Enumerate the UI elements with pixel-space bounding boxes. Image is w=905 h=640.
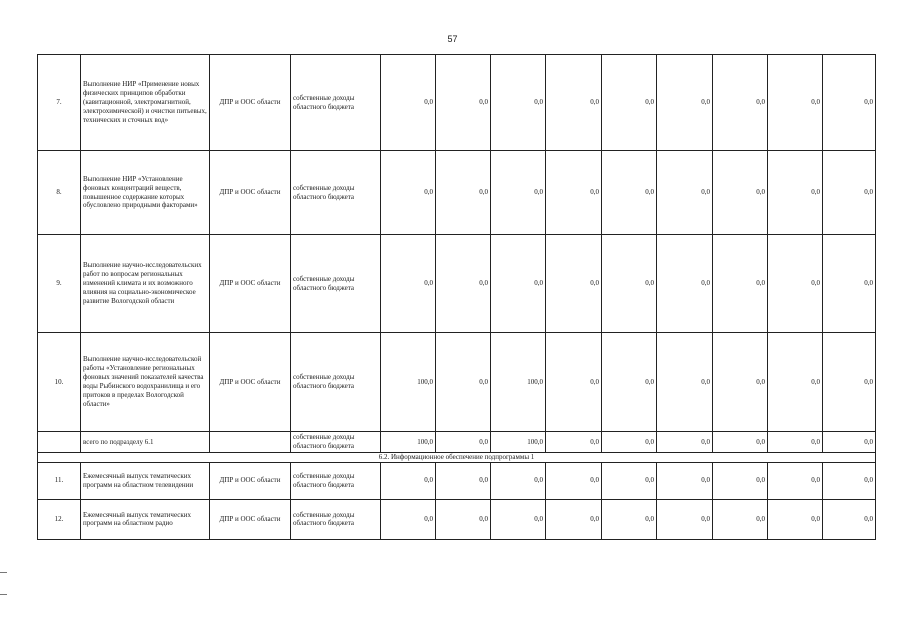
value-cell: 0,0 (768, 55, 823, 151)
executor-cell: ДПР и ООС области (210, 333, 291, 432)
measure-name: Ежемесячный выпуск тематических программ на областном радио (81, 499, 210, 539)
subtotal-row (38, 432, 876, 453)
value-cell: 0,0 (491, 462, 546, 499)
row-number: 11. (38, 462, 81, 499)
value-cell: 0,0 (602, 55, 657, 151)
row-number: 9. (38, 235, 81, 333)
value-cell: 0,0 (436, 432, 491, 453)
value-cell: 0,0 (823, 235, 876, 333)
value-cell: 0,0 (768, 432, 823, 453)
table-row (38, 462, 876, 499)
value-cell: 0,0 (602, 235, 657, 333)
measure-name: Ежемесячный выпуск тематических программ на областном телевидении (81, 462, 210, 499)
table-row (38, 55, 876, 151)
page-number: 57 (447, 34, 458, 44)
value-cell: 0,0 (657, 432, 713, 453)
value-cell: 0,0 (546, 235, 602, 333)
row-number: 7. (38, 55, 81, 151)
value-cell: 100,0 (491, 432, 546, 453)
measure-name: Выполнение научно-исследовательских работ по вопросам региональных изменений климата и их возможного влияния на социально-экономическое развитие Вологодской области (81, 235, 210, 333)
value-cell: 0,0 (713, 235, 768, 333)
value-cell: 100,0 (491, 333, 546, 432)
value-cell: 0,0 (381, 235, 436, 333)
executor-cell: ДПР и ООС области (210, 499, 291, 539)
value-cell: 0,0 (491, 499, 546, 539)
empty-cell (210, 432, 291, 453)
value-cell: 0,0 (602, 462, 657, 499)
value-cell: 0,0 (657, 151, 713, 235)
budget-table (37, 54, 876, 540)
value-cell: 0,0 (381, 55, 436, 151)
value-cell: 0,0 (546, 499, 602, 539)
value-cell: 0,0 (768, 333, 823, 432)
funding-source-cell: собственные доходы областного бюджета (291, 333, 381, 432)
value-cell: 0,0 (768, 151, 823, 235)
value-cell: 0,0 (436, 333, 491, 432)
value-cell: 0,0 (436, 235, 491, 333)
value-cell: 0,0 (491, 235, 546, 333)
value-cell: 0,0 (546, 333, 602, 432)
value-cell: 0,0 (768, 235, 823, 333)
value-cell: 0,0 (381, 151, 436, 235)
funding-source-cell: собственные доходы областного бюджета (291, 235, 381, 333)
section-header-row (38, 453, 876, 463)
value-cell: 0,0 (602, 333, 657, 432)
funding-source-cell: собственные доходы областного бюджета (291, 462, 381, 499)
executor-cell: ДПР и ООС области (210, 462, 291, 499)
value-cell: 0,0 (546, 151, 602, 235)
measure-name: Выполнение НИР «Применение новых физических принципов обработки (кавитационной, электромагнитной, электрохимической) и очистки питьевых, технических и сточных вод» (81, 55, 210, 151)
value-cell: 0,0 (823, 462, 876, 499)
value-cell: 0,0 (436, 55, 491, 151)
value-cell: 0,0 (823, 333, 876, 432)
value-cell: 0,0 (491, 55, 546, 151)
margin-tick-mark (0, 572, 7, 573)
value-cell: 0,0 (713, 333, 768, 432)
funding-source-cell: собственные доходы областного бюджета (291, 55, 381, 151)
row-number: 12. (38, 499, 81, 539)
value-cell: 0,0 (657, 55, 713, 151)
empty-cell (38, 432, 81, 453)
value-cell: 0,0 (713, 151, 768, 235)
value-cell: 0,0 (602, 499, 657, 539)
value-cell: 0,0 (546, 55, 602, 151)
value-cell: 0,0 (713, 55, 768, 151)
measure-name: Выполнение научно-исследовательской работы «Установление региональных фоновых значений показателей качества воды Рыбинского водохранилища и его притоков в пределах Вологодской области» (81, 333, 210, 432)
row-number: 8. (38, 151, 81, 235)
value-cell: 0,0 (768, 499, 823, 539)
value-cell: 0,0 (602, 151, 657, 235)
value-cell: 0,0 (768, 462, 823, 499)
measure-name: Выполнение НИР «Установление фоновых концентраций веществ, повышенное содержание которых обусловлено природными факторами» (81, 151, 210, 235)
value-cell: 0,0 (381, 499, 436, 539)
margin-tick-mark (0, 594, 7, 595)
value-cell: 0,0 (823, 432, 876, 453)
value-cell: 100,0 (381, 432, 436, 453)
value-cell: 0,0 (546, 462, 602, 499)
value-cell: 100,0 (381, 333, 436, 432)
value-cell: 0,0 (823, 151, 876, 235)
value-cell: 0,0 (491, 151, 546, 235)
subtotal-label: всего по подразделу 6.1 (81, 432, 210, 453)
value-cell: 0,0 (436, 462, 491, 499)
value-cell: 0,0 (713, 432, 768, 453)
value-cell: 0,0 (713, 462, 768, 499)
executor-cell: ДПР и ООС области (210, 151, 291, 235)
executor-cell: ДПР и ООС области (210, 55, 291, 151)
value-cell: 0,0 (713, 499, 768, 539)
table-row (38, 333, 876, 432)
value-cell: 0,0 (657, 499, 713, 539)
value-cell: 0,0 (546, 432, 602, 453)
value-cell: 0,0 (602, 432, 657, 453)
executor-cell: ДПР и ООС области (210, 235, 291, 333)
funding-source-cell: собственные доходы областного бюджета (291, 151, 381, 235)
value-cell: 0,0 (657, 235, 713, 333)
value-cell: 0,0 (823, 499, 876, 539)
value-cell: 0,0 (657, 333, 713, 432)
funding-source-cell: собственные доходы областного бюджета (291, 432, 381, 453)
table-row (38, 235, 876, 333)
value-cell: 0,0 (436, 499, 491, 539)
value-cell: 0,0 (436, 151, 491, 235)
value-cell: 0,0 (381, 462, 436, 499)
row-number: 10. (38, 333, 81, 432)
funding-source-cell: собственные доходы областного бюджета (291, 499, 381, 539)
section-header: 6.2. Информационное обеспечение подпрограммы 1 (38, 453, 876, 463)
value-cell: 0,0 (657, 462, 713, 499)
table-row (38, 151, 876, 235)
value-cell: 0,0 (823, 55, 876, 151)
table-row (38, 499, 876, 539)
